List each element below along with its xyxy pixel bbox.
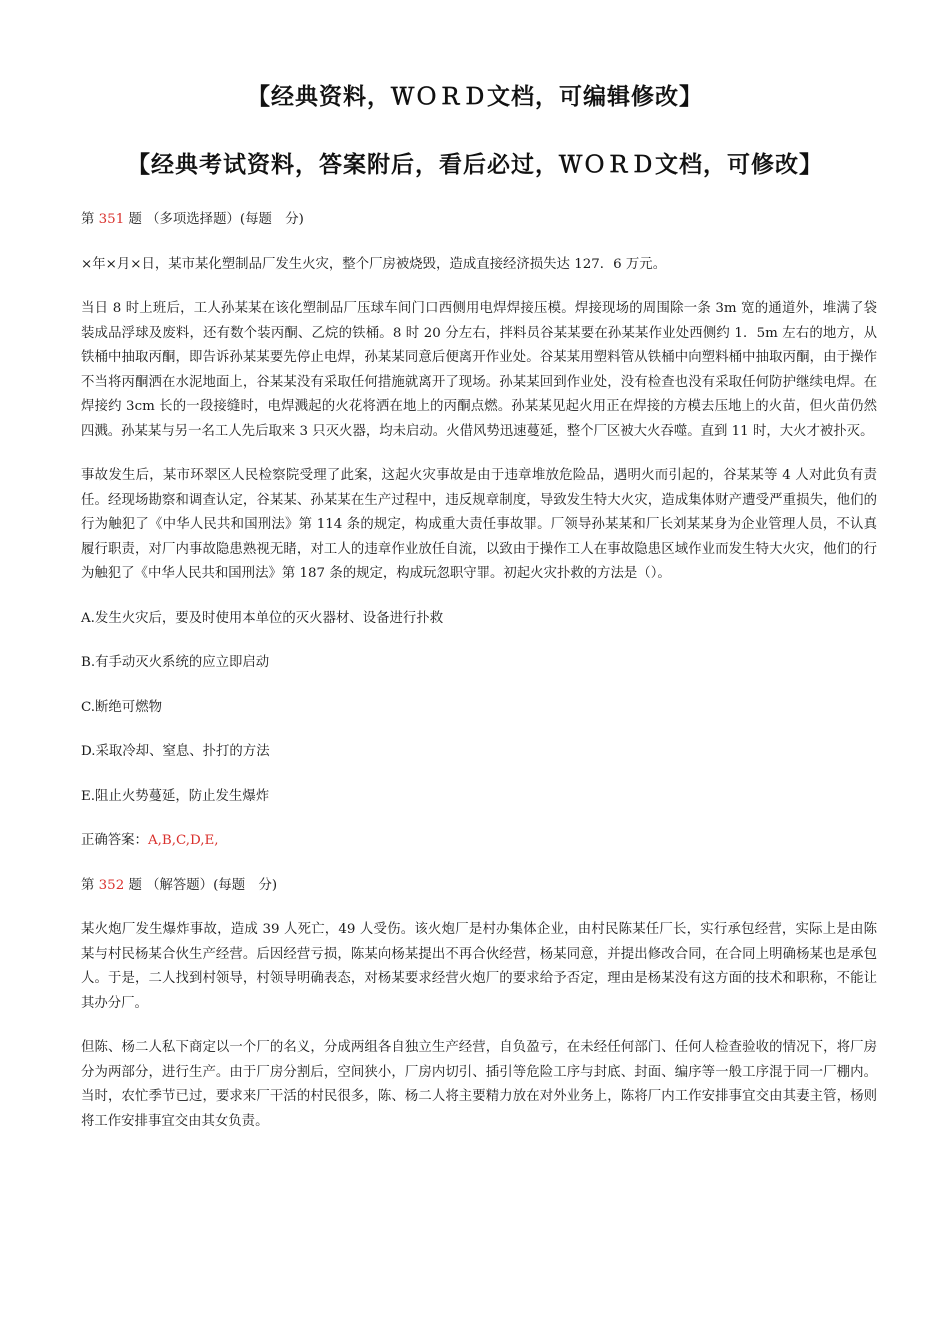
question-352-paragraph-1: 某火炮厂发生爆炸事故，造成 39 人死亡，49 人受伤。该火炮厂是村办集体企业，由村民陈某任厂长，实行承包经营，实际上是由陈某与村民杨某合伙生产经营。后因经营亏损，陈某向杨某提出不再合伙经营，杨某同意，并提出修改合同，在合同上明确杨某也是承包人。于是，二人找到村领导，村领导明确表态，对杨某要求经营火炮厂的要求给予否定，理由是杨某没有这方面的技术和职称，不能让其办分厂。 — [81, 922, 877, 1011]
question-number: 352 — [98, 877, 125, 893]
question-prefix: 第 — [81, 877, 99, 893]
document-body — [81, 208, 877, 1154]
document-title-line1: 【经典资料，ＷＯＲＤ文档，可编辑修改】 — [247, 83, 703, 110]
option-d: D.采取冷却、窒息、扑打的方法 — [81, 744, 270, 759]
answer-value: A,B,C,D,E, — [147, 833, 219, 848]
option-a: A.发生火灾后，要及时使用本单位的灭火器材、设备进行扑救 — [81, 610, 444, 626]
option-c: C.断绝可燃物 — [81, 699, 162, 715]
document-title-line2: 【经典考试资料，答案附后，看后必过，ＷＯＲＤ文档，可修改】 — [127, 151, 823, 178]
answer-line — [81, 829, 877, 854]
question-number: 351 — [98, 212, 125, 227]
question-352-paragraph-2: 但陈、杨二人私下商定以一个厂的名义，分成两组各自独立生产经营，自负盈亏，在未经任何部门、任何人检查验收的情况下，将厂房分为两部分，进行生产。由于厂房分割后，空间狭小，厂房内切引、插引等危险工序与封底、封面、编序等一般工序混于同一厂棚内。当时，农忙季节已过，要求来厂干活的村民很多，陈、杨二人将主要精力放在对外业务上，陈将厂内工作安排事宜交由其妻主管，杨则将工作安排事宜交由其女负责。 — [81, 1040, 877, 1129]
question-351-header — [81, 208, 877, 233]
question-352-header — [81, 874, 877, 899]
question-prefix: 第 — [81, 212, 99, 227]
question-type: 题 （解答题）(每题 分) — [124, 877, 278, 893]
answer-label: 正确答案： — [81, 833, 148, 848]
option-e: E.阻止火势蔓延，防止发生爆炸 — [81, 788, 270, 804]
question-351-paragraph-3: 事故发生后，某市环翠区人民检察院受理了此案，这起火灾事故是由于违章堆放危险品，遇明火而引起的，谷某某等 4 人对此负有责任。经现场勘察和调查认定，谷某某、孙某某在生产过程中，违反规章制度，导致发生特大火灾，造成集体财产遭受严重损失，他们的行为触犯了《中华人民共和国刑法》第 114 条的规定，构成重大责任事故罪。厂领导孙某某和厂长刘某某身为企业管理人员，不认真履行职责，对厂内事故隐患熟视无睹，对工人的违章作业放任自流，以致由于操作工人在事故隐患区域作业而发生特大火灾，他们的行为触犯了《中华人民共和国刑法》第 187 条的规定，构成玩忽职守罪。初起火灾扑救的方法是（）。 — [81, 468, 877, 581]
question-type: 题 （多项选择题）(每题 分) — [124, 212, 304, 227]
question-351-paragraph-2: 当日 8 时上班后，工人孙某某在该化塑制品厂压球车间门口西侧用电焊焊接压模。焊接现场的周围除一条 3m 宽的通道外，堆满了袋装成品浮球及废料，还有数个装丙酮、乙烷的铁桶。8 时 20 分左右，拌料员谷某某要在孙某某作业处西侧约 1．5m 左右的地方，从铁桶中抽取丙酮，即告诉孙某某要先停止电焊，孙某某同意后便离开作业处。谷某某用塑料管从铁桶中向塑料桶中抽取丙酮，由于操作不当将丙酮洒在水泥地面上，谷某某没有采取任何措施就离开了现场。孙某某回到作业处，没有检查也没有采取任何防护继续电焊。在焊接约 3cm 长的一段接缝时，电焊溅起的火花将洒在地上的丙酮点燃。孙某某见起火用正在焊接的方模去压地上的火苗，但火苗仍然四溅。孙某某与另一名工人先后取来 3 只灭火器，均未启动。火借风势迅速蔓延，整个厂区被大火吞噬。直到 11 时，大火才被扑灭。 — [81, 301, 877, 439]
option-b: B.有手动灭火系统的应立即启动 — [81, 655, 270, 670]
question-351-paragraph-1: ×年×月×日，某市某化塑制品厂发生火灾，整个厂房被烧毁，造成直接经济损失达 127．6 万元。 — [81, 256, 667, 272]
